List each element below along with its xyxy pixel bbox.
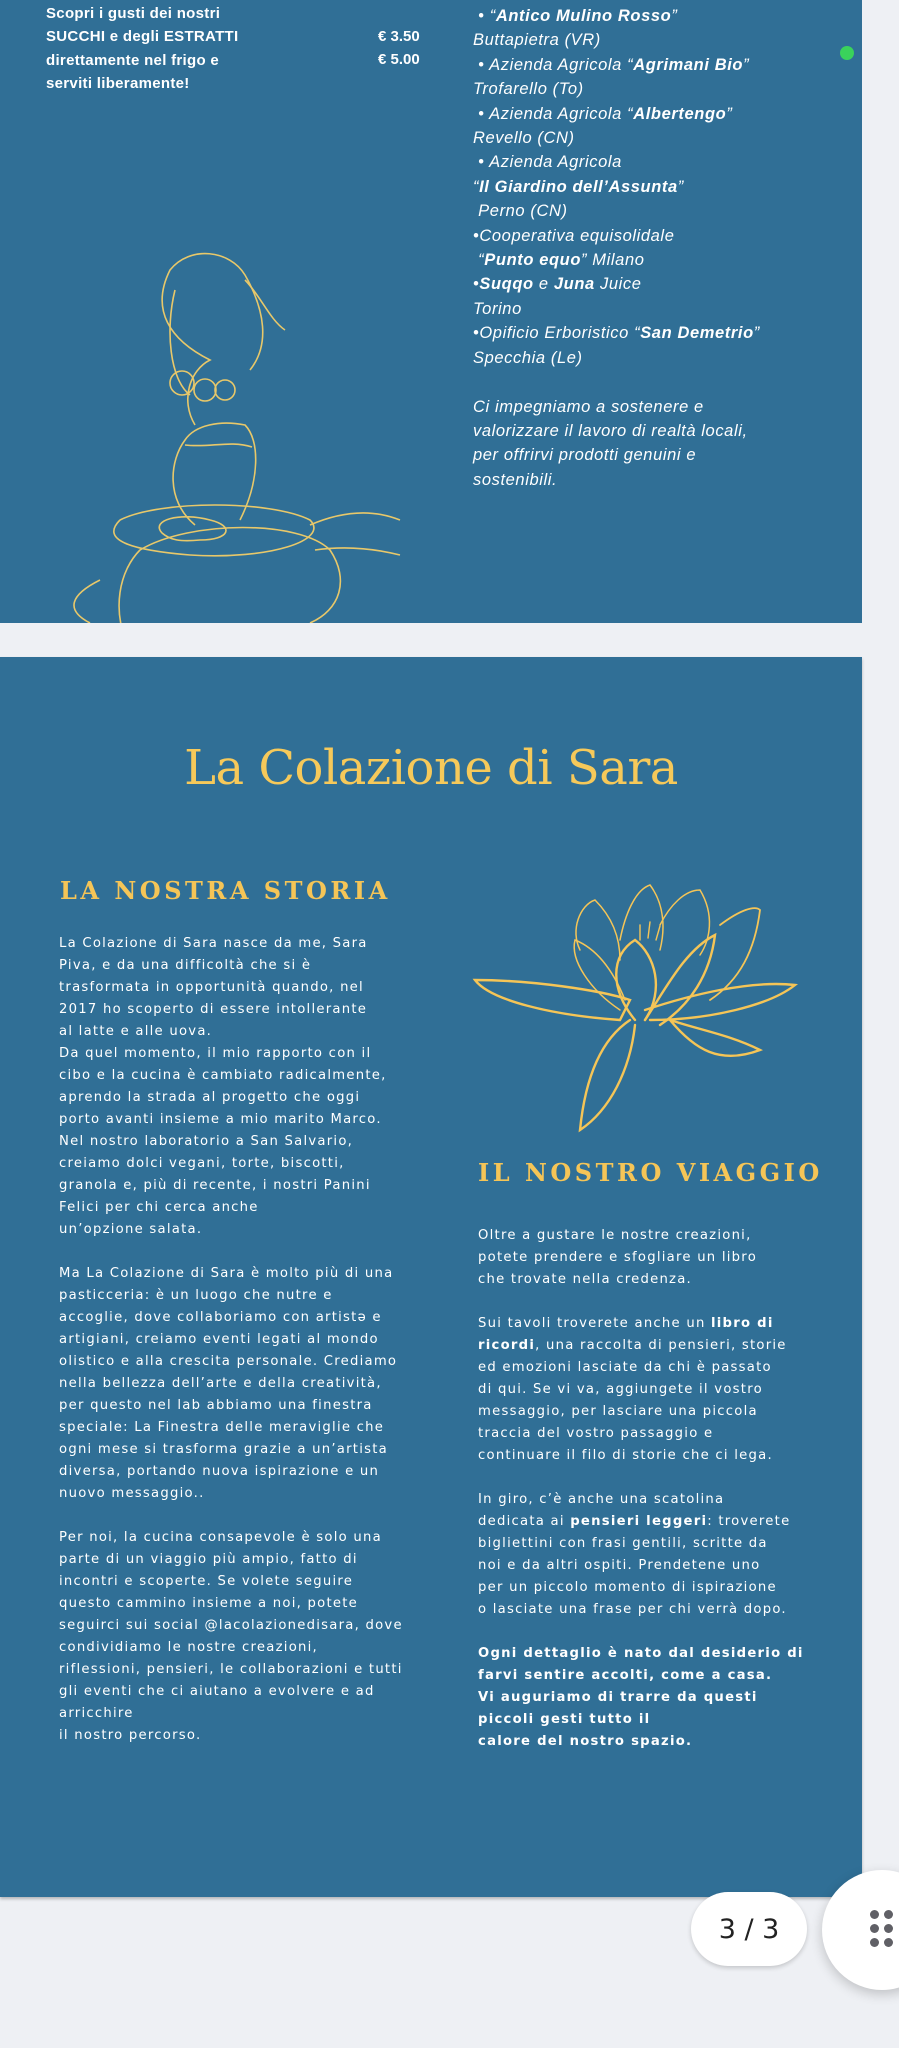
text-line bbox=[59, 1109, 403, 1131]
text-line bbox=[473, 370, 760, 394]
bold-text: Vi auguriamo di trarre da questi bbox=[478, 1690, 758, 1705]
text: sostenibili. bbox=[473, 470, 558, 489]
text-line bbox=[59, 1395, 403, 1417]
text-line bbox=[59, 1549, 403, 1571]
text: , una raccolta di pensieri, storie bbox=[535, 1338, 787, 1353]
text-line bbox=[473, 468, 760, 492]
suppliers-list bbox=[473, 4, 760, 492]
text-line bbox=[473, 53, 760, 77]
text: granola e, più di recente, i nostri Panini bbox=[59, 1178, 371, 1193]
text-line bbox=[59, 1351, 403, 1373]
text-line bbox=[478, 1291, 804, 1313]
text-line bbox=[59, 1725, 403, 1747]
text: per un piccolo momento di ispirazione bbox=[478, 1580, 777, 1595]
section-heading-storia: LA NOSTRA STORIA bbox=[60, 876, 391, 905]
text-line bbox=[473, 346, 760, 370]
text-line bbox=[59, 999, 403, 1021]
bold-text: Il Giardino dell’Assunta bbox=[479, 177, 678, 196]
text: aprendo la strada al progetto che oggi bbox=[59, 1090, 361, 1105]
text: Perno (CN) bbox=[473, 202, 568, 221]
text-line bbox=[473, 443, 760, 467]
text-line bbox=[59, 1527, 403, 1549]
text-line bbox=[478, 1379, 804, 1401]
text-line bbox=[473, 272, 760, 296]
text: Trofarello (To) bbox=[473, 80, 584, 99]
text: seguirci sui social @lacolazionedisara, dove bbox=[59, 1618, 403, 1633]
page-indicator[interactable]: 3 / 3 bbox=[691, 1892, 807, 1966]
document-page-2 bbox=[0, 0, 862, 623]
text-line bbox=[478, 1731, 804, 1753]
text: questo cammino insieme a noi, potete bbox=[59, 1596, 359, 1611]
text-line bbox=[59, 1439, 403, 1461]
text-line bbox=[478, 1335, 804, 1357]
text: Sui tavoli troverete anche un bbox=[478, 1316, 712, 1331]
bold-text: libro di bbox=[711, 1316, 774, 1331]
text: “ bbox=[473, 251, 485, 270]
text-line bbox=[478, 1621, 804, 1643]
text: Felici per chi cerca anche bbox=[59, 1200, 259, 1215]
text: cibo e la cucina è cambiato radicalmente, bbox=[59, 1068, 387, 1083]
text-line bbox=[478, 1489, 804, 1511]
text: messaggio, per lasciare una piccola bbox=[478, 1404, 758, 1419]
text: nella bellezza dell’arte e della creatività, bbox=[59, 1376, 382, 1391]
text-line: SUCCHI e degli ESTRATTI bbox=[46, 28, 239, 46]
section-heading-viaggio: IL NOSTRO VIAGGIO bbox=[478, 1158, 823, 1187]
text: diversa, portando nuova ispirazione e un bbox=[59, 1464, 380, 1479]
text: La Colazione di Sara nasce da me, Sara bbox=[59, 936, 368, 951]
bold-text: piccoli gesti tutto il bbox=[478, 1712, 651, 1727]
text: per offrirvi prodotti genuini e bbox=[473, 446, 697, 465]
text: •Cooperativa equisolidale bbox=[473, 226, 675, 245]
bold-text: Juna bbox=[553, 275, 595, 294]
text-line bbox=[478, 1445, 804, 1467]
text: : troverete bbox=[707, 1514, 791, 1529]
price: € 5.00 bbox=[378, 51, 420, 69]
bold-text: Agrimani Bio bbox=[633, 55, 744, 74]
text-line bbox=[473, 199, 760, 223]
text: bigliettini con frasi gentili, scritte da bbox=[478, 1536, 768, 1551]
text-line bbox=[473, 4, 760, 28]
text-line bbox=[478, 1555, 804, 1577]
text: continuare il filo di storie che ci lega. bbox=[478, 1448, 773, 1463]
text-line bbox=[59, 1065, 403, 1087]
text: che trovate nella credenza. bbox=[478, 1272, 693, 1287]
viaggio-text bbox=[478, 1225, 804, 1753]
text-line bbox=[59, 1461, 403, 1483]
text: il nostro percorso. bbox=[59, 1728, 202, 1743]
storia-text bbox=[59, 933, 403, 1747]
lotus-illustration bbox=[470, 880, 810, 1150]
text: • Azienda Agricola “ bbox=[473, 104, 634, 123]
text: • bbox=[473, 275, 480, 294]
text: 2017 ho scoperto di essere intollerante bbox=[59, 1002, 368, 1017]
text: o lasciate una frase per chi verrà dopo. bbox=[478, 1602, 787, 1617]
page-title: La Colazione di Sara bbox=[184, 740, 678, 796]
text-line bbox=[59, 1285, 403, 1307]
text: Per noi, la cucina consapevole è solo una bbox=[59, 1530, 382, 1545]
text-line bbox=[59, 1329, 403, 1351]
text-line bbox=[59, 1197, 403, 1219]
text-line bbox=[478, 1511, 804, 1533]
text: traccia del vostro passaggio e bbox=[478, 1426, 714, 1441]
text-line bbox=[478, 1423, 804, 1445]
text-line bbox=[59, 1593, 403, 1615]
bold-text: ricordi bbox=[478, 1338, 536, 1353]
text-line: Scopri i gusti dei nostri bbox=[46, 5, 221, 22]
bold-text: Antico Mulino Rosso bbox=[495, 7, 672, 25]
text: ed emozioni lasciate da chi è passato bbox=[478, 1360, 772, 1375]
text: • Azienda Agricola bbox=[473, 153, 622, 172]
bold-text: farvi sentire accolti, come a casa. bbox=[478, 1668, 773, 1683]
text: Ma La Colazione di Sara è molto più di una bbox=[59, 1266, 394, 1281]
text-line bbox=[478, 1401, 804, 1423]
text: Piva, e da una difficoltà che si è bbox=[59, 958, 312, 973]
text-line bbox=[59, 1681, 403, 1703]
text-line bbox=[473, 419, 760, 443]
text-line bbox=[478, 1599, 804, 1621]
text-line bbox=[59, 1571, 403, 1593]
text-line bbox=[478, 1269, 804, 1291]
grid-dots-icon bbox=[870, 1910, 893, 1947]
text-line bbox=[59, 1153, 403, 1175]
juices-text bbox=[46, 2, 238, 95]
text-line bbox=[473, 102, 760, 126]
text-line bbox=[478, 1577, 804, 1599]
text-line bbox=[478, 1225, 804, 1247]
text: accoglie, dove collaboriamo con artistə e bbox=[59, 1310, 382, 1325]
text-line bbox=[59, 1219, 403, 1241]
text-line bbox=[478, 1247, 804, 1269]
bold-text: Albertengo bbox=[633, 104, 727, 123]
text: gli eventi che ci aiutano a evolvere e ad bbox=[59, 1684, 375, 1699]
text-line bbox=[59, 1505, 403, 1527]
text-line bbox=[59, 1043, 403, 1065]
text-line bbox=[473, 224, 760, 248]
text: • Azienda Agricola “ bbox=[473, 55, 634, 74]
text-line bbox=[473, 248, 760, 272]
text-line bbox=[473, 77, 760, 101]
text-line bbox=[478, 1643, 804, 1665]
text-line bbox=[59, 977, 403, 999]
text-line bbox=[473, 126, 760, 150]
text-line bbox=[59, 1637, 403, 1659]
text-line bbox=[478, 1709, 804, 1731]
text-line bbox=[59, 1615, 403, 1637]
text: olistico e alla crescita personale. Crediamo bbox=[59, 1354, 398, 1369]
text: Torino bbox=[473, 299, 522, 318]
text: potete prendere e sfogliare un libro bbox=[478, 1250, 758, 1265]
text-line bbox=[59, 955, 403, 977]
text: creiamo dolci vegani, torte, biscotti, bbox=[59, 1156, 345, 1171]
text: arricchire bbox=[59, 1706, 134, 1721]
text-line bbox=[478, 1467, 804, 1489]
text: In giro, c’è anche una scatolina bbox=[478, 1492, 725, 1507]
text: Specchia (Le) bbox=[473, 348, 583, 367]
text: ” bbox=[677, 177, 684, 196]
text: valorizzare il lavoro di realtà locali, bbox=[473, 421, 748, 440]
text: noi e da altri ospiti. Prendetene uno bbox=[478, 1558, 761, 1573]
text: •Opificio Erboristico “ bbox=[473, 324, 641, 343]
text: un’opzione salata. bbox=[59, 1222, 203, 1237]
text-line bbox=[478, 1533, 804, 1555]
text-line bbox=[473, 321, 760, 345]
text: Nel nostro laboratorio a San Salvario, bbox=[59, 1134, 354, 1149]
text: porto avanti insieme a mio marito Marco. bbox=[59, 1112, 382, 1127]
text: e bbox=[533, 275, 554, 294]
text-line: serviti liberamente! bbox=[46, 74, 190, 92]
text-line bbox=[478, 1687, 804, 1709]
text: parte di un viaggio più ampio, fatto di bbox=[59, 1552, 358, 1567]
price: € 3.50 bbox=[378, 28, 420, 45]
text-line bbox=[59, 1263, 403, 1285]
bold-text: Ogni dettaglio è nato dal desiderio di bbox=[478, 1646, 804, 1661]
text-line bbox=[478, 1665, 804, 1687]
text-line bbox=[473, 28, 760, 52]
coffee-cup-illustration bbox=[70, 250, 410, 623]
bold-text: San Demetrio bbox=[640, 324, 754, 343]
bold-text: Punto equo bbox=[484, 251, 582, 270]
text-line bbox=[59, 1175, 403, 1197]
text: ” bbox=[671, 7, 678, 25]
bold-text: pensieri leggeri bbox=[570, 1514, 708, 1529]
text: ” Milano bbox=[581, 251, 645, 270]
text: artigiani, creiamo eventi legati al mondo bbox=[59, 1332, 379, 1347]
text-line bbox=[478, 1313, 804, 1335]
text: Da quel momento, il mio rapporto con il bbox=[59, 1046, 372, 1061]
text-line bbox=[59, 1087, 403, 1109]
text: speciale: La Finestra delle meraviglie che bbox=[59, 1420, 385, 1435]
text: condividiamo le nostre creazioni, bbox=[59, 1640, 318, 1655]
text: Buttapietra (VR) bbox=[473, 31, 601, 50]
text-line bbox=[59, 1021, 403, 1043]
text: al latte e alle uova. bbox=[59, 1024, 213, 1039]
text: ” bbox=[743, 55, 750, 74]
status-dot bbox=[840, 46, 854, 60]
text-line: direttamente nel frigo e bbox=[46, 51, 220, 69]
text-line bbox=[59, 933, 403, 955]
bold-text: calore del nostro spazio. bbox=[478, 1734, 693, 1749]
text: ogni mese si trasforma grazie a un’artista bbox=[59, 1442, 388, 1457]
text-line bbox=[473, 297, 760, 321]
text: di qui. Se vi va, aggiungete il vostro bbox=[478, 1382, 763, 1397]
text: riflessioni, pensieri, le collaborazioni e tutti bbox=[59, 1662, 403, 1677]
text-line bbox=[59, 1483, 403, 1505]
text: ” bbox=[726, 104, 733, 123]
text: “ bbox=[473, 177, 480, 196]
text-line bbox=[59, 1307, 403, 1329]
text: ” bbox=[753, 324, 760, 343]
text: pasticceria: è un luogo che nutre e bbox=[59, 1288, 333, 1303]
text: Oltre a gustare le nostre creazioni, bbox=[478, 1228, 752, 1243]
text-line bbox=[478, 1357, 804, 1379]
bold-text: Suqqo bbox=[479, 275, 534, 294]
text-line bbox=[59, 1241, 403, 1263]
text-line bbox=[59, 1417, 403, 1439]
text: dedicata ai bbox=[478, 1514, 571, 1529]
text: Ci impegniamo a sostenere e bbox=[473, 397, 704, 416]
prices bbox=[378, 25, 420, 72]
text: Revello (CN) bbox=[473, 129, 575, 148]
text: per questo nel lab abbiamo una finestra bbox=[59, 1398, 373, 1413]
text-line bbox=[59, 1703, 403, 1725]
text-line bbox=[59, 1373, 403, 1395]
text: • “ bbox=[473, 7, 496, 25]
text: trasformata in opportunità quando, nel bbox=[59, 980, 364, 995]
text-line bbox=[473, 175, 760, 199]
text-line bbox=[473, 395, 760, 419]
text: incontri e scoperte. Se volete seguire bbox=[59, 1574, 354, 1589]
text-line bbox=[473, 150, 760, 174]
text: Juice bbox=[594, 275, 642, 294]
text-line bbox=[59, 1131, 403, 1153]
text-line bbox=[59, 1659, 403, 1681]
text: nuovo messaggio.. bbox=[59, 1486, 205, 1501]
